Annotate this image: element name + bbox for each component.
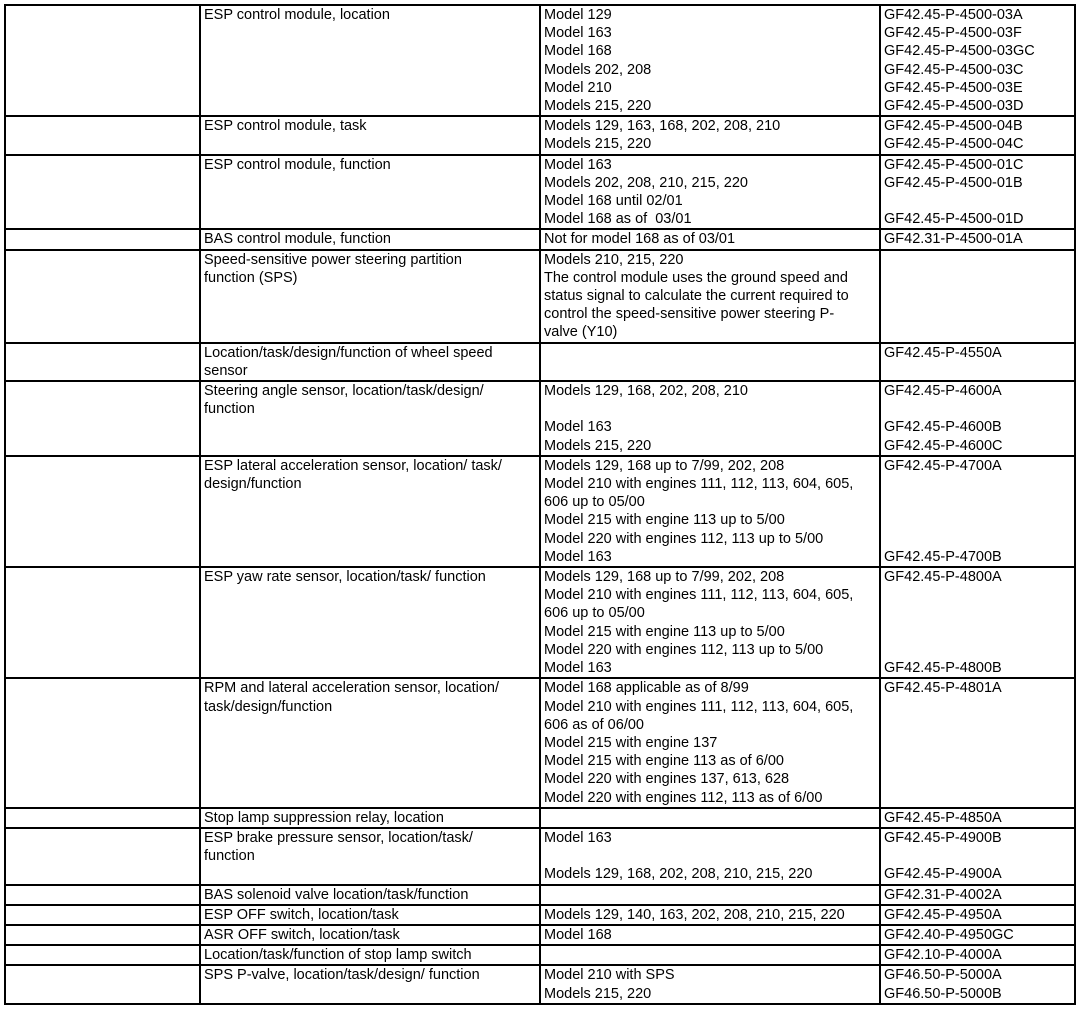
- document-number: GF42.45-P-4600C: [884, 437, 1003, 454]
- topic-cell: [200, 229, 540, 249]
- table-row: [5, 828, 1075, 885]
- models-cell: [540, 456, 880, 567]
- table-row: [5, 456, 1075, 567]
- model-line: Models 129, 168 up to 7/99, 202, 208: [544, 457, 785, 474]
- model-line: Model 220 with engines 112, 113 as of 6/00: [544, 789, 823, 806]
- models-cell: [540, 5, 880, 116]
- models-cell: [540, 965, 880, 1003]
- blank-cell: [5, 456, 200, 567]
- topic-cell: [200, 828, 540, 885]
- model-line: Models 215, 220: [544, 437, 652, 454]
- blank-cell: [5, 885, 200, 905]
- reference-table-body: [5, 5, 1075, 1004]
- models-cell: [540, 250, 880, 343]
- document-number: GF42.45-P-4900B: [884, 829, 1002, 846]
- blank-cell: [5, 250, 200, 343]
- models-cell: [540, 905, 880, 925]
- topic-line: RPM and lateral acceleration sensor, location/: [204, 680, 499, 697]
- document-number: GF42.45-P-4700B: [884, 548, 1002, 565]
- document-number: GF42.45-P-4500-01B: [884, 174, 1023, 191]
- document-number: [884, 400, 1071, 418]
- document-number: [884, 586, 1071, 604]
- model-line: Model 220 with engines 112, 113 up to 5/00: [544, 641, 824, 658]
- model-line: [544, 400, 876, 418]
- model-line: Model 163: [544, 419, 612, 436]
- document-number: GF42.45-P-4700A: [884, 457, 1002, 474]
- models-cell: [540, 116, 880, 154]
- topic-line: function (SPS): [204, 269, 298, 286]
- table-row: [5, 229, 1075, 249]
- topic-cell: [200, 5, 540, 116]
- document-number: GF42.45-P-4550A: [884, 344, 1002, 361]
- document-cell: [880, 965, 1075, 1003]
- models-cell: [540, 885, 880, 905]
- document-number: GF46.50-P-5000A: [884, 967, 1002, 984]
- model-line: 606 as of 06/00: [544, 716, 644, 733]
- document-number: [884, 847, 1071, 865]
- document-number: [884, 604, 1071, 622]
- table-row: [5, 678, 1075, 807]
- model-line: Models 215, 220: [544, 136, 652, 153]
- model-line: Models 129, 140, 163, 202, 208, 210, 215, 220: [544, 906, 845, 923]
- model-line: Model 163: [544, 25, 612, 42]
- model-line: Not for model 168 as of 03/01: [544, 231, 736, 248]
- model-line: Models 202, 208: [544, 61, 652, 78]
- table-row: [5, 155, 1075, 230]
- models-cell: [540, 343, 880, 381]
- topic-cell: [200, 885, 540, 905]
- model-line: Model 163: [544, 829, 612, 846]
- topic-cell: [200, 250, 540, 343]
- blank-cell: [5, 965, 200, 1003]
- document-cell: [880, 945, 1075, 965]
- document-number: GF42.10-P-4000A: [884, 947, 1002, 964]
- topic-line: Location/task/design/function of wheel speed: [204, 344, 493, 361]
- model-line: Models 129, 168, 202, 208, 210, 215, 220: [544, 866, 813, 883]
- topic-line: BAS control module, function: [204, 231, 391, 248]
- model-line: The control module uses the ground speed and: [544, 269, 848, 286]
- blank-cell: [5, 925, 200, 945]
- blank-cell: [5, 945, 200, 965]
- model-line: Model 210 with engines 111, 112, 113, 604, 605,: [544, 476, 854, 493]
- document-cell: [880, 343, 1075, 381]
- models-cell: [540, 945, 880, 965]
- document-number: GF42.45-P-4500-03GC: [884, 43, 1035, 60]
- document-number: GF42.31-P-4500-01A: [884, 231, 1023, 248]
- topic-line: ESP brake pressure sensor, location/task/: [204, 829, 473, 846]
- model-line: Models 215, 220: [544, 98, 652, 115]
- topic-cell: [200, 965, 540, 1003]
- document-number: [884, 511, 1071, 529]
- blank-cell: [5, 5, 200, 116]
- document-number: GF42.45-P-4500-03A: [884, 7, 1023, 23]
- model-line: Model 168 until 02/01: [544, 193, 683, 210]
- document-number: GF42.40-P-4950GC: [884, 926, 1014, 943]
- blank-cell: [5, 678, 200, 807]
- document-number: GF42.45-P-4900A: [884, 866, 1002, 883]
- topic-cell: [200, 155, 540, 230]
- models-cell: [540, 925, 880, 945]
- document-number: GF42.45-P-4500-04C: [884, 136, 1024, 153]
- topic-line: ESP lateral acceleration sensor, location/ task/: [204, 457, 502, 474]
- topic-line: Location/task/function of stop lamp switch: [204, 947, 472, 964]
- document-number: GF42.45-P-4800A: [884, 569, 1002, 586]
- topic-line: ESP OFF switch, location/task: [204, 906, 399, 923]
- blank-cell: [5, 343, 200, 381]
- document-number: [884, 530, 1071, 548]
- blank-cell: [5, 155, 200, 230]
- model-line: [544, 847, 876, 865]
- models-cell: [540, 808, 880, 828]
- model-line: Model 220 with engines 112, 113 up to 5/00: [544, 530, 824, 547]
- model-line: Model 163: [544, 660, 612, 677]
- document-cell: [880, 250, 1075, 343]
- document-number: [884, 192, 1071, 210]
- document-number: GF42.45-P-4500-04B: [884, 118, 1023, 135]
- model-line: Model 129: [544, 7, 612, 23]
- document-number: GF42.45-P-4500-01C: [884, 156, 1024, 173]
- table-row: [5, 381, 1075, 456]
- document-number: [884, 475, 1071, 493]
- models-cell: [540, 229, 880, 249]
- table-row: [5, 5, 1075, 116]
- model-line: Model 210: [544, 79, 612, 96]
- document-cell: [880, 116, 1075, 154]
- document-number: GF42.45-P-4500-03C: [884, 61, 1024, 78]
- topic-line: ASR OFF switch, location/task: [204, 926, 400, 943]
- blank-cell: [5, 828, 200, 885]
- model-line: Models 215, 220: [544, 985, 652, 1002]
- model-line: Models 129, 168, 202, 208, 210: [544, 383, 748, 400]
- model-line: Model 215 with engine 137: [544, 734, 718, 751]
- model-line: Model 210 with engines 111, 112, 113, 604, 605,: [544, 587, 854, 604]
- models-cell: [540, 828, 880, 885]
- document-cell: [880, 808, 1075, 828]
- model-line: Model 163: [544, 548, 612, 565]
- document-cell: [880, 885, 1075, 905]
- blank-cell: [5, 381, 200, 456]
- document-cell: [880, 905, 1075, 925]
- model-line: Model 168 applicable as of 8/99: [544, 680, 749, 697]
- model-line: Models 129, 168 up to 7/99, 202, 208: [544, 569, 785, 586]
- model-line: Model 210 with SPS: [544, 967, 675, 984]
- topic-cell: [200, 116, 540, 154]
- topic-cell: [200, 567, 540, 678]
- document-cell: [880, 925, 1075, 945]
- model-line: Model 210 with engines 111, 112, 113, 604, 605,: [544, 698, 854, 715]
- blank-cell: [5, 808, 200, 828]
- topic-cell: [200, 456, 540, 567]
- topic-line: ESP control module, function: [204, 156, 391, 173]
- topic-line: Steering angle sensor, location/task/design/: [204, 383, 484, 400]
- model-line: Model 215 with engine 113 as of 6/00: [544, 753, 784, 770]
- model-line: Model 220 with engines 137, 613, 628: [544, 771, 790, 788]
- table-row: [5, 567, 1075, 678]
- document-cell: [880, 155, 1075, 230]
- model-line: Models 202, 208, 210, 215, 220: [544, 174, 748, 191]
- document-number: GF42.45-P-4600A: [884, 383, 1002, 400]
- models-cell: [540, 155, 880, 230]
- table-row: [5, 885, 1075, 905]
- topic-line: BAS solenoid valve location/task/function: [204, 886, 469, 903]
- model-line: Model 215 with engine 113 up to 5/00: [544, 512, 785, 529]
- model-line: 606 up to 05/00: [544, 605, 645, 622]
- model-line: Models 210, 215, 220: [544, 251, 684, 268]
- document-number: [884, 623, 1071, 641]
- model-line: status signal to calculate the current required to: [544, 288, 849, 305]
- topic-line: sensor: [204, 362, 248, 379]
- topic-line: design/function: [204, 476, 302, 493]
- models-cell: [540, 678, 880, 807]
- document-number: GF42.45-P-4600B: [884, 419, 1002, 436]
- topic-line: ESP yaw rate sensor, location/task/ function: [204, 569, 486, 586]
- table-row: [5, 905, 1075, 925]
- models-cell: [540, 381, 880, 456]
- model-line: Model 168: [544, 43, 612, 60]
- document-number: GF42.45-P-4500-01D: [884, 211, 1024, 228]
- reference-table: [4, 4, 1076, 1005]
- document-number: GF42.45-P-4500-03E: [884, 79, 1023, 96]
- document-cell: [880, 678, 1075, 807]
- document-number: GF42.45-P-4500-03D: [884, 98, 1024, 115]
- document-cell: [880, 229, 1075, 249]
- document-cell: [880, 381, 1075, 456]
- topic-line: task/design/function: [204, 698, 333, 715]
- document-number: GF42.45-P-4801A: [884, 680, 1002, 697]
- model-line: Models 129, 163, 168, 202, 208, 210: [544, 118, 781, 135]
- table-row: [5, 250, 1075, 343]
- topic-cell: [200, 381, 540, 456]
- model-line: Model 168: [544, 926, 612, 943]
- blank-cell: [5, 229, 200, 249]
- document-cell: [880, 456, 1075, 567]
- document-number: [884, 641, 1071, 659]
- blank-cell: [5, 905, 200, 925]
- models-cell: [540, 567, 880, 678]
- document-number: GF42.45-P-4800B: [884, 660, 1002, 677]
- topic-cell: [200, 808, 540, 828]
- topic-line: function: [204, 848, 255, 865]
- document-number: GF42.45-P-4500-03F: [884, 25, 1022, 42]
- blank-cell: [5, 116, 200, 154]
- model-line: Model 163: [544, 156, 612, 173]
- document-number: [884, 493, 1071, 511]
- document-number: GF42.45-P-4850A: [884, 809, 1002, 826]
- table-row: [5, 945, 1075, 965]
- table-row: [5, 925, 1075, 945]
- table-row: [5, 808, 1075, 828]
- topic-line: ESP control module, location: [204, 7, 390, 23]
- table-row: [5, 116, 1075, 154]
- topic-cell: [200, 945, 540, 965]
- topic-line: SPS P-valve, location/task/design/ function: [204, 967, 480, 984]
- topic-cell: [200, 925, 540, 945]
- topic-line: function: [204, 401, 255, 418]
- model-line: control the speed-sensitive power steering P-: [544, 306, 835, 323]
- model-line: valve (Y10): [544, 324, 618, 341]
- model-line: 606 up to 05/00: [544, 494, 645, 511]
- table-row: [5, 965, 1075, 1003]
- document-cell: [880, 567, 1075, 678]
- document-cell: [880, 5, 1075, 116]
- topic-cell: [200, 343, 540, 381]
- topic-line: Stop lamp suppression relay, location: [204, 809, 444, 826]
- topic-line: Speed-sensitive power steering partition: [204, 251, 462, 268]
- model-line: Model 168 as of 03/01: [544, 211, 692, 228]
- document-number: GF46.50-P-5000B: [884, 985, 1002, 1002]
- table-row: [5, 343, 1075, 381]
- topic-cell: [200, 905, 540, 925]
- document-number: GF42.31-P-4002A: [884, 886, 1002, 903]
- document-number: GF42.45-P-4950A: [884, 906, 1002, 923]
- model-line: Model 215 with engine 113 up to 5/00: [544, 623, 785, 640]
- blank-cell: [5, 567, 200, 678]
- topic-line: ESP control module, task: [204, 118, 367, 135]
- topic-cell: [200, 678, 540, 807]
- document-cell: [880, 828, 1075, 885]
